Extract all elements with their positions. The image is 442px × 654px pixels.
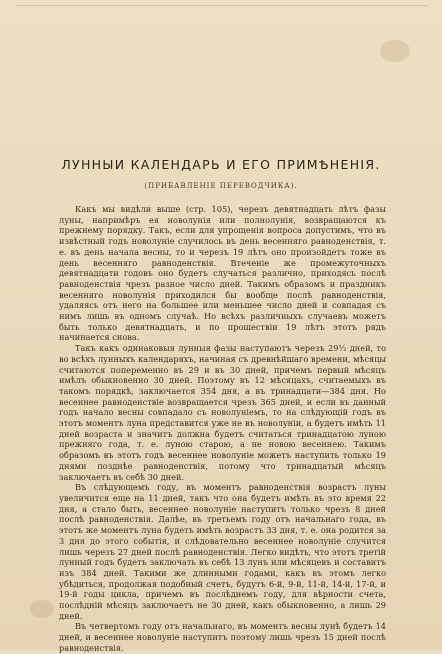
paragraph: Въ четвертомъ году отъ начальнаго, въ моментъ весны лунѣ будетъ 14 дней, и весеннее новолуніе наступитъ поэтому лишь чрезъ 15 дней послѣ равноденствія. [59, 621, 386, 653]
paragraph: Въ слѣдующемъ году, въ моментъ равноденствія возрастъ луны увеличится еще на 11 дней, такъ что она будетъ имѣть въ это время 22 дня, а стало быть, весеннее новолуніе наступитъ только чрезъ 8 дней послѣ равноденствія. Далѣе, въ третьемъ году отъ начальнаго года, въ этотъ же моментъ луна будетъ имѣть возрастъ 33 дня, т. е. она родится за 3 дня до этого событія, и слѣдовательно весеннее новолуніе случится лишь черезъ 27 дней послѣ равноденствія. Легко видѣть, что этотъ третій лунный годъ будетъ заключать въ себѣ 13 лунъ или мѣсяцевъ и составитъ изъ 384 дней. Такими же длинными годами, какъ въ этомъ легко убѣдиться, продолжая подобный счетъ, будутъ 6-й, 9-й, 11-й, 14-й, 17-й, и 19-й годы цикла, причемъ въ послѣднемъ году, для вѣрности счета, послѣдній мѣсяцъ заключаетъ не 30 дней, какъ обыкновенно, а лишь 29 дней. [59, 482, 386, 621]
paper-stain [380, 40, 410, 62]
paragraph: Какъ мы видѣли выше (стр. 105), черезъ девятнадцать лѣтъ фазы луны, напримѣръ ея новолунія или полнолунія, возвращаются къ прежнему порядку. Такъ, если для упрощенія вопроса допустимъ, что въ извѣстный годъ новолуніе случилось въ день весенняго равноденствія, т. е. въ день начала весны, то и черезъ 19 лѣтъ оно произойдетъ тоже въ день весенняго равноденствія. Втеченіе же промежуточныхъ девятнадцати годовъ оно будетъ случаться различно, приходясь послѣ равноденствія чрезъ разное число дней. Такимъ образомъ и праздникъ весенняго новолунія приходился бы вообще послѣ равноденствія, удаляясь отъ него на большее или меньшее число дней и совпадая съ нимъ лишь въ одномъ случаѣ. Но всѣхъ различныхъ случаевъ можетъ быть только девятнадцать, и по прошествіи 19 лѣтъ этотъ рядъ начинается снова. [59, 204, 386, 343]
page-edge-line [16, 5, 428, 6]
page-title: ЛУННЫИ КАЛЕНДАРЬ И ЕГО ПРИМѢНЕНІЯ. [61, 157, 381, 172]
body-text [59, 204, 386, 654]
page-subtitle: (ПРИБАВЛЕНІЕ ПЕРЕВОДЧИКА). [144, 182, 298, 190]
paragraph: Такъ какъ одинаковыя лунныя фазы наступаютъ черезъ 29½ дней, то во всѣхъ лунныхъ календаряхъ, начиная съ древнѣйшаго времени, мѣсяцы считаются попеременно въ 29 и въ 30 дней, причемъ первый мѣсяцъ имѣлъ обыкновенно 30 дней. Поэтому въ 12 мѣсяцахъ, считаемыхъ въ такомъ порядкѣ, заключается 354 дня, а въ тринадцати—384 дня. Но весеннее равноденствіе возвращается чрезъ 365 дней, и если въ данный годъ начало весны совпадало съ новолуніемъ, то на слѣдующій годъ въ этотъ моментъ луна представится уже не въ новолуніи, а будетъ имѣть 11 дней возраста и значитъ должна будетъ считаться тринадцатою луною прежняго года, т. е. луною старою, а не новою весеннею. Такимъ образомъ въ этотъ годъ весеннее новолуніе можетъ наступить только 19 днями позднѣе равноденствія, потому что тринадцатый мѣсяцъ заключаетъ въ себѣ 30 дней. [59, 343, 386, 482]
paper-stain [30, 600, 54, 618]
